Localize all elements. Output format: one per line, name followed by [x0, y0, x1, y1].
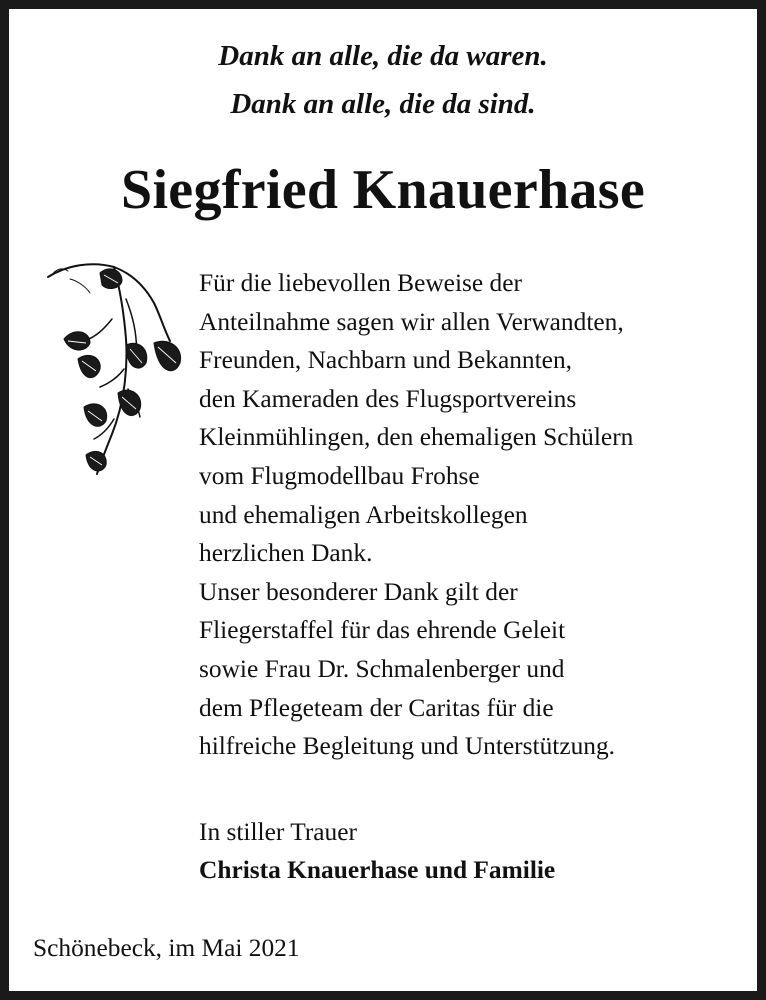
- motto-line-2: Dank an alle, die da sind.: [230, 88, 536, 120]
- body-line: Kleinmühlingen, den ehemaligen Schülern: [199, 423, 634, 452]
- body-line: sowie Frau Dr. Schmalenberger und: [199, 654, 565, 683]
- birch-branch-icon: [42, 259, 192, 484]
- deceased-name: Siegfried Knauerhase: [121, 159, 645, 221]
- body-line: den Kameraden des Flugsportvereins: [199, 384, 577, 413]
- body-line: Für die liebevollen Beweise der: [199, 269, 522, 297]
- thank-you-text: [199, 264, 754, 766]
- body-line: Fliegerstaffel für das ehrende Geleit: [199, 616, 566, 645]
- body-line: Unser besonderer Dank gilt der: [199, 577, 518, 606]
- body-line: und ehemaligen Arbeitskollegen: [199, 500, 528, 529]
- mourners-signature: Christa Knauerhase und Familie: [199, 856, 556, 884]
- motto-line-1: Dank an alle, die da waren.: [218, 40, 548, 72]
- body-line: Anteilnahme sagen wir allen Verwandten,: [199, 307, 624, 336]
- place-date: Schönebeck, im Mai 2021: [33, 934, 300, 962]
- body-line: Freunden, Nachbarn und Bekannten,: [199, 346, 572, 375]
- body-line: herzlichen Dank.: [199, 539, 373, 568]
- body-line: vom Flugmodellbau Frohse: [199, 461, 480, 490]
- body-line: dem Pflegeteam der Caritas für die: [199, 693, 554, 722]
- mourning-label: In stiller Trauer: [199, 818, 357, 846]
- body-line: hilfreiche Begleitung und Unterstützung.: [199, 732, 616, 761]
